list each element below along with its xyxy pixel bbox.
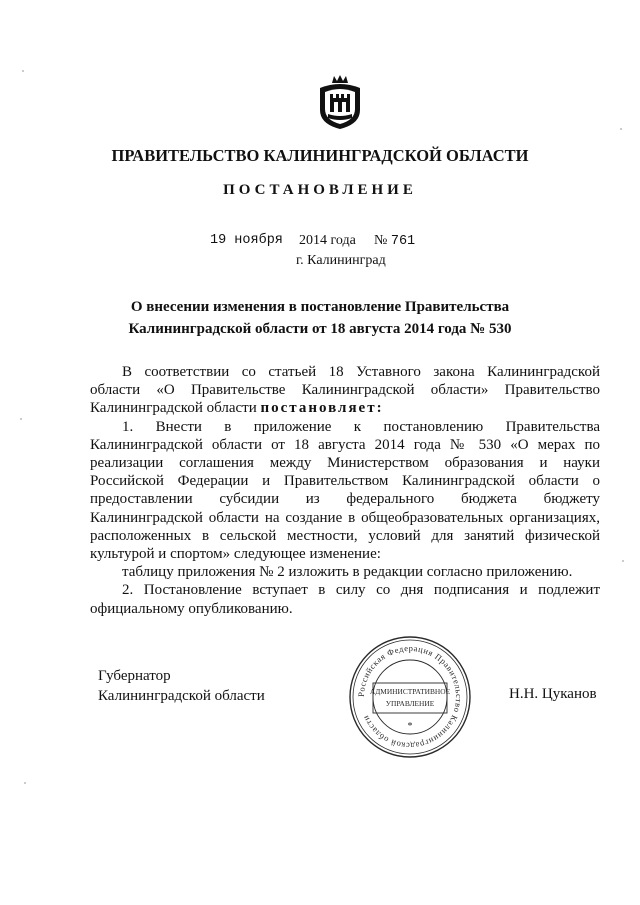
coat-of-arms-emblem	[318, 74, 362, 130]
body-line: таблицу приложения № 2 изложить в редакции согласно приложению.	[122, 564, 573, 581]
scan-speck	[622, 560, 624, 562]
date-year: 2014 года	[299, 233, 356, 248]
city: г. Калининград	[296, 253, 386, 268]
body-line: предоставлении субсидии из федерального бюджета бюджету	[90, 491, 600, 508]
subject-line-2: Калининградской области от 18 августа 2014 года № 530	[128, 321, 512, 337]
date-handwritten: 19 ноября	[210, 233, 283, 248]
body-line-start: Калининградской области	[90, 400, 257, 417]
government-title: ПРАВИТЕЛЬСТВО КАЛИНИНГРАДСКОЙ ОБЛАСТИ	[111, 146, 529, 165]
document-number	[374, 233, 415, 249]
seal-ring-text: Российская Федерация Правительство Калининградской области	[355, 642, 465, 752]
official-seal	[348, 635, 472, 759]
scan-speck	[24, 782, 26, 784]
subject-line-1: О внесении изменения в постановление Правительства	[130, 299, 510, 315]
document-type: ПОСТАНОВЛЕНИЕ	[223, 182, 417, 198]
number-sign: №	[374, 233, 388, 248]
body-line: официальному опубликованию.	[90, 600, 293, 617]
body-line: В соответствии со статьей 18 Уставного закона Калининградской	[122, 364, 600, 380]
body-line: 1. Внести в приложение к постановлению Правительства	[122, 418, 600, 435]
body-line: культурой и спортом» следующее изменение:	[90, 546, 381, 563]
body-text	[90, 363, 600, 618]
seal-center-line-1: АДМИНИСТРАТИВНОЕ	[369, 687, 451, 696]
body-line: расположенных в сельской местности, условий для занятий физической	[90, 527, 600, 544]
number-value: 761	[390, 234, 416, 249]
seal-center-line-2: УПРАВЛЕНИЕ	[385, 699, 435, 708]
position-line-1: Губернатор	[98, 668, 171, 684]
seal-star: *	[407, 721, 413, 732]
body-line: Калининградской области от 18 августа 2014 года № 530 «О мерах по	[90, 436, 600, 453]
body-line: Калининградской области на создание в общеобразовательных организациях,	[90, 509, 600, 526]
svg-text:Российская Федерация Правитель	[356, 643, 464, 751]
body-line: Российской Федерации и Правительством Калининградской области о	[90, 473, 600, 490]
subject-heading	[0, 296, 640, 340]
body-line: реализации соглашения между Министерством образования и науки	[90, 455, 600, 472]
signatory-name: Н.Н. Цуканов	[509, 686, 597, 702]
position-line-2: Калининградской области	[98, 688, 265, 704]
signatory-position	[98, 666, 265, 706]
resolution-verb: постановляет:	[260, 400, 384, 417]
scan-speck	[22, 70, 24, 72]
body-line: 2. Постановление вступает в силу со дня подписания и подлежит	[122, 582, 600, 599]
body-line: области «О Правительстве Калининградской области» Правительство	[90, 382, 600, 399]
scan-speck	[620, 128, 622, 130]
body-line	[90, 399, 600, 417]
scan-speck	[20, 418, 22, 420]
